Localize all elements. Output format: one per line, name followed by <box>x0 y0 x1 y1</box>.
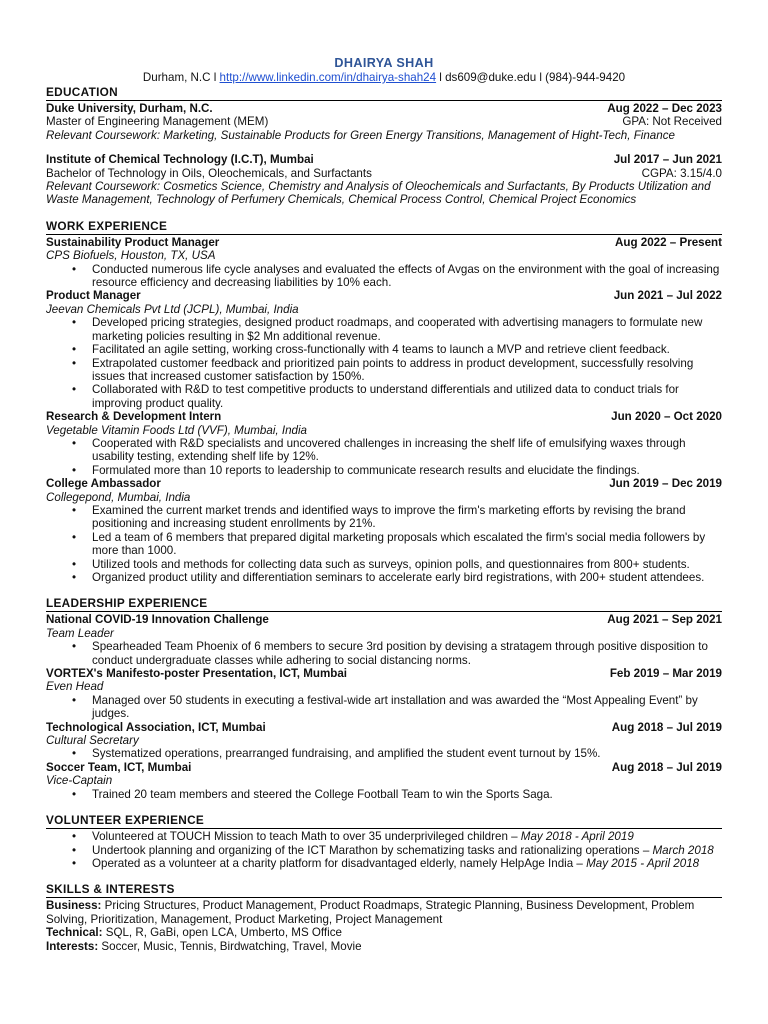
coursework: Relevant Coursework: Marketing, Sustainable Products for Green Energy Transitions, Management of Hight-Tech, Finance <box>46 128 675 142</box>
coursework: Relevant Coursework: Cosmetics Science, Chemistry and Analysis of Oleochemicals and Surfactants, By Products Utilization and Waste Management, Technology of Perfumery Chemicals, Chemical Process Control, Chemical Project Economics <box>46 180 711 207</box>
work-entry <box>46 236 722 290</box>
job-title: Research & Development Intern <box>46 410 222 424</box>
degree: Master of Engineering Management (MEM) <box>46 115 269 129</box>
entry-dates: Feb 2019 – Mar 2019 <box>609 667 722 681</box>
contact-line <box>46 71 722 85</box>
leadership-entry <box>46 667 722 721</box>
bullet-item: • Collaborated with R&D to test competitive products to understand differentials and utilized data to conduct trials for improving product quality. <box>92 383 722 410</box>
education-section <box>46 85 722 207</box>
bullet-list <box>46 640 722 667</box>
bullet-item: • Extrapolated customer feedback and prioritized pain points to address in product development, successfully resolving issues that increased customer satisfaction by 150%. <box>92 357 722 384</box>
leadership-section <box>46 596 722 801</box>
bullet-list <box>46 830 722 870</box>
section-title-skills: SKILLS & INTERESTS <box>46 882 722 898</box>
employer: Jeevan Chemicals Pvt Ltd (JCPL), Mumbai, India <box>46 302 299 316</box>
bullet-item: • Spearheaded Team Phoenix of 6 members to secure 3rd position by devising a stratagem through positive disposition to conduct undergraduate classes while adhering to social distancing norms. <box>92 640 722 667</box>
contact-location: Durham, N.C l <box>142 71 220 84</box>
entry-dates: Aug 2018 – Jul 2019 <box>611 760 722 774</box>
entry-dates: Jun 2019 – Dec 2019 <box>609 477 722 491</box>
work-entry <box>46 410 722 477</box>
bullet-item: • Utilized tools and methods for collecting data such as surveys, opinion polls, and questionnaires from 800+ students. <box>92 558 722 571</box>
employer: CPS Biofuels, Houston, TX, USA <box>46 249 216 263</box>
bullet-item: • Systematized operations, prearranged fundraising, and amplified the student event turnout by 15%. <box>92 747 722 760</box>
grade: GPA: Not Received <box>622 115 722 129</box>
skills-text: SQL, R, GaBi, open LCA, Umberto, MS Office <box>102 926 342 940</box>
skills-section <box>46 882 722 953</box>
work-section <box>46 219 722 585</box>
bullet-item: • Developed pricing strategies, designed product roadmaps, and cooperated with advertising managers to formulate new marketing policies resulting in $2 Mn additional revenue. <box>92 316 722 343</box>
skills-label: Business: <box>46 899 102 913</box>
job-title: Product Manager <box>46 289 141 303</box>
section-title-leadership: LEADERSHIP EXPERIENCE <box>46 596 722 612</box>
bullet-item: • Cooperated with R&D specialists and uncovered challenges in increasing the shelf life of emulsifying waxes through usability testing, extending shelf life by 12%. <box>92 437 722 464</box>
grade: CGPA: 3.15/4.0 <box>641 166 722 180</box>
school-name: Institute of Chemical Technology (I.C.T), Mumbai <box>46 153 314 167</box>
skills-label: Interests: <box>46 939 99 953</box>
contact-email-phone: l ds609@duke.edu l (984)-944-9420 <box>436 71 626 84</box>
bullet-list <box>46 316 722 410</box>
volunteer-dates: May 2015 - April 2018 <box>586 856 700 870</box>
bullet-list <box>46 694 722 721</box>
entry-dates: Jul 2017 – Jun 2021 <box>613 153 722 167</box>
entry-dates: Jun 2021 – Jul 2022 <box>613 289 722 303</box>
entry-dates: Aug 2018 – Jul 2019 <box>611 720 722 734</box>
bullet-item: • Conducted numerous life cycle analyses and evaluated the effects of Avgas on the environment with the goal of increasing resource efficiency and decreasing liabilities by 10% each. <box>92 263 722 290</box>
entry-dates: Jun 2020 – Oct 2020 <box>611 410 722 424</box>
bullet-list <box>46 437 722 477</box>
skills-line <box>46 926 722 939</box>
position: Cultural Secretary <box>46 734 139 748</box>
bullet-item: • Facilitated an agile setting, working cross-functionally with 4 teams to launch a MVP and retrieve client feedback. <box>92 343 722 356</box>
school-name: Duke University, Durham, N.C. <box>46 102 213 115</box>
work-entry <box>46 477 722 584</box>
leadership-entry <box>46 721 722 761</box>
bullet-list <box>46 504 722 584</box>
bullet-item: • Examined the current market trends and identified ways to improve the firm's marketing efforts by revising the brand positioning and increasing student enrollments by 21%. <box>92 504 722 531</box>
section-title-education: EDUCATION <box>46 85 722 101</box>
education-entry <box>46 153 722 207</box>
bullet-list <box>46 788 722 801</box>
position: Vice-Captain <box>46 774 113 788</box>
bullet-list <box>46 263 722 290</box>
bullet-item: • Managed over 50 students in executing a festival-wide art installation and was awarded the “Most Appealing Event” by judges. <box>92 694 722 721</box>
resume-page <box>46 56 722 953</box>
volunteer-text: Volunteered at TOUCH Mission to teach Math to over 35 underprivileged children – <box>92 830 521 844</box>
candidate-name: DHAIRYA SHAH <box>334 56 434 70</box>
bullet-item: • Formulated more than 10 reports to leadership to communicate research results and elucidate the findings. <box>92 464 722 477</box>
section-title-volunteer: VOLUNTEER EXPERIENCE <box>46 813 722 829</box>
linkedin-link[interactable]: http://www.linkedin.com/in/dhairya-shah24 <box>219 71 437 84</box>
activity-title: National COVID-19 Innovation Challenge <box>46 613 269 627</box>
skills-text: Soccer, Music, Tennis, Birdwatching, Travel, Movie <box>98 939 362 953</box>
bullet-item: • Organized product utility and differentiation seminars to accelerate early bird registrations, with 200+ student attendees. <box>92 571 722 584</box>
leadership-entry <box>46 613 722 667</box>
employer: Vegetable Vitamin Foods Ltd (VVF), Mumbai, India <box>46 423 307 437</box>
skills-text: Pricing Structures, Product Management, Product Roadmaps, Strategic Planning, Business Development, Problem Solving, Prioritization, Management, Product Marketing, Project Management <box>46 899 695 926</box>
job-title: College Ambassador <box>46 477 161 491</box>
volunteer-text: Undertook planning and organizing of the ICT Marathon by schematizing tasks and rationalizing operations – <box>92 843 653 857</box>
volunteer-item <box>92 844 722 857</box>
skills-line <box>46 940 722 953</box>
volunteer-text: Operated as a volunteer at a charity platform for disadvantaged elderly, namely HelpAge India – <box>92 856 587 870</box>
education-entry <box>46 102 722 142</box>
volunteer-dates: March 2018 <box>652 843 714 857</box>
skills-line <box>46 899 722 926</box>
bullet-item: • Led a team of 6 members that prepared digital marketing proposals which escalated the firm's social media followers by more than 1000. <box>92 531 722 558</box>
volunteer-item <box>92 857 722 870</box>
job-title: Sustainability Product Manager <box>46 235 220 249</box>
volunteer-item <box>92 830 722 843</box>
leadership-entry <box>46 761 722 801</box>
activity-title: VORTEX's Manifesto-poster Presentation, ICT, Mumbai <box>46 667 348 681</box>
section-title-work: WORK EXPERIENCE <box>46 219 722 235</box>
bullet-item: • Trained 20 team members and steered the College Football Team to win the Sports Saga. <box>92 788 722 801</box>
work-entry <box>46 289 722 410</box>
bullet-list <box>46 747 722 760</box>
volunteer-dates: May 2018 - April 2019 <box>520 830 634 844</box>
volunteer-section <box>46 813 722 870</box>
entry-dates: Aug 2022 – Present <box>615 235 722 249</box>
activity-title: Technological Association, ICT, Mumbai <box>46 720 266 734</box>
position: Team Leader <box>46 626 114 640</box>
employer: Collegepond, Mumbai, India <box>46 490 191 504</box>
degree: Bachelor of Technology in Oils, Oleochemicals, and Surfactants <box>46 166 372 180</box>
position: Even Head <box>46 680 104 694</box>
entry-dates: Aug 2021 – Sep 2021 <box>607 613 722 627</box>
skills-label: Technical: <box>46 926 103 940</box>
activity-title: Soccer Team, ICT, Mumbai <box>46 760 192 774</box>
entry-dates: Aug 2022 – Dec 2023 <box>607 102 722 115</box>
